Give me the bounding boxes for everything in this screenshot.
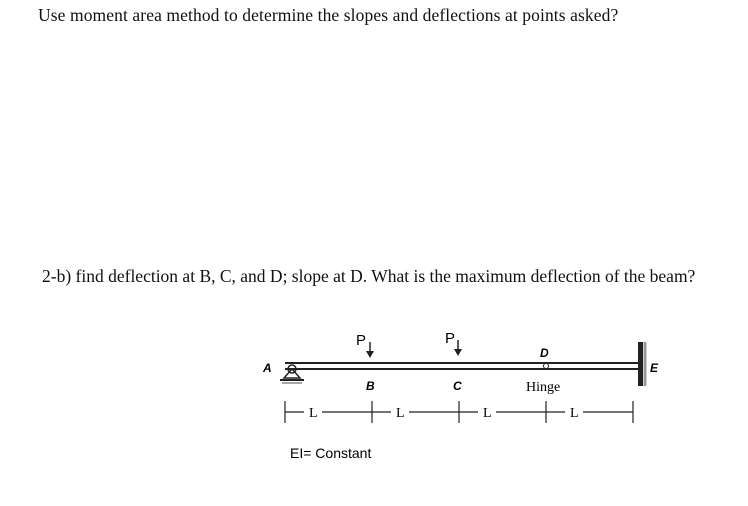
ei-constant-label: EI= Constant: [290, 445, 372, 461]
point-label-c: C: [453, 379, 462, 393]
hinge-label: Hinge: [526, 380, 561, 395]
pin-support-a: [280, 365, 304, 383]
beam: [285, 363, 639, 369]
span-label-2: L: [396, 406, 405, 421]
load-label-p2: P: [445, 330, 456, 347]
point-label-e: E: [650, 361, 659, 375]
span-label-4: L: [570, 406, 579, 421]
span-label-1: L: [309, 406, 318, 421]
hinge-marker: [544, 364, 549, 369]
load-label-p1: P: [356, 332, 367, 349]
load-arrow-p2: [454, 340, 462, 356]
load-arrow-p1: [366, 342, 374, 358]
span-label-3: L: [483, 406, 492, 421]
point-label-a: A: [263, 361, 272, 375]
dimension-line: [285, 401, 633, 423]
point-label-d: D: [540, 346, 549, 360]
fixed-support-e: [638, 342, 645, 386]
question-1-text: Use moment area method to determine the slopes and deflections at points asked?: [38, 5, 619, 25]
point-label-b: B: [366, 379, 375, 393]
question-2-text: 2-b) find deflection at B, C, and D; slope at D. What is the maximum deflection of the beam?: [42, 266, 696, 286]
